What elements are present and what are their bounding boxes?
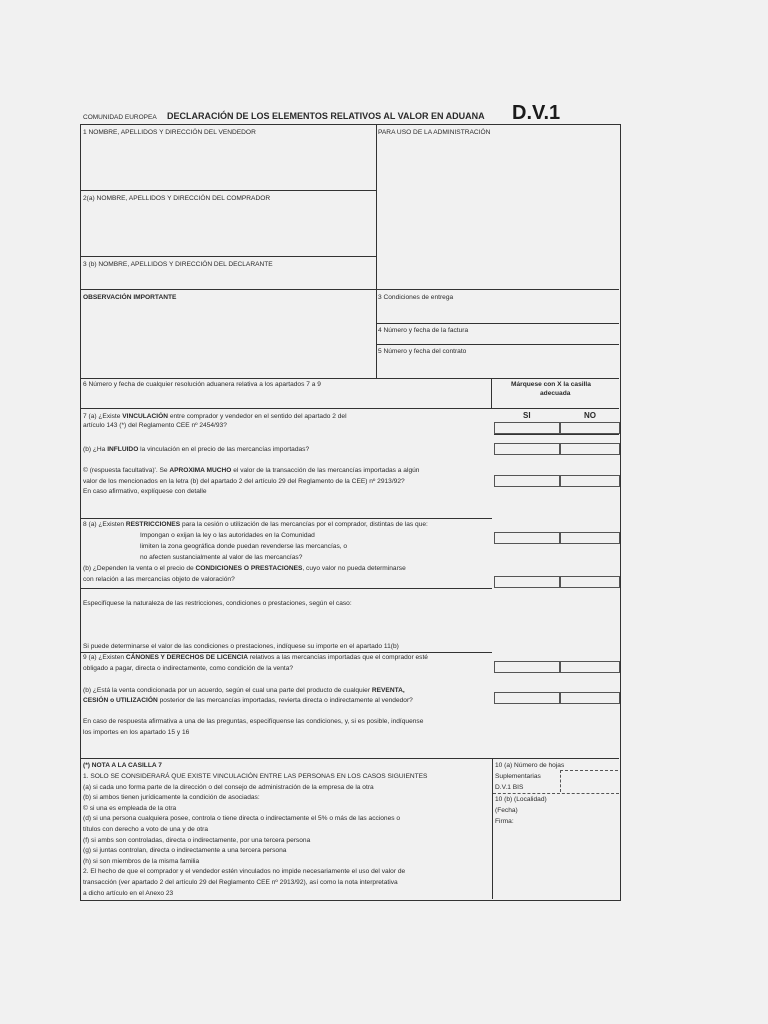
- declarant-label: 3 (b) NOMBRE, APELLIDOS Y DIRECCIÓN DEL DECLARANTE: [83, 261, 273, 268]
- q9a-no-checkbox[interactable]: [559, 661, 620, 673]
- q7b-text: (b) ¿Ha INFLUIDO la vinculación en el precio de las mercancías importadas?: [83, 446, 310, 453]
- footnote-line: títulos con derecho a voto de una y de otra: [83, 826, 208, 833]
- footnote-line: 2. El hecho de que el comprador y el vendedor estén vinculados no impide necesariamente el uso del valor de: [83, 868, 406, 876]
- footnote-line: (g) si juntas controlan, directa o indirectamente a una tercera persona: [83, 847, 287, 855]
- divider: [494, 434, 619, 435]
- q8a-item-2: limiten la zona geográfica donde puedan revenderse las mercancías, o: [140, 543, 348, 550]
- q7a-text: 7 (a) ¿Existe VINCULACIÓN entre comprador y vendedor en el sentido del apartado 2 del: [83, 413, 347, 420]
- q7c-text-3: En caso afirmativo, explíquese con detalle: [83, 488, 207, 495]
- divider: [376, 125, 377, 378]
- divider: [492, 758, 493, 899]
- seller-label: 1 NOMBRE, APELLIDOS Y DIRECCIÓN DEL VENDEDOR: [83, 129, 256, 136]
- form-code: D.V.1: [512, 102, 561, 124]
- q8b-text: (b) ¿Dependen la venta o el precio de CONDICIONES O PRESTACIONES, cuyo valor no pueda determinarse: [83, 565, 406, 572]
- footnote-line: (d) si una persona cualquiera posee, controla o tiene directa o indirectamente el 5% o más de las acciones o: [83, 815, 401, 823]
- q8-specify-text: Especifíquese la naturaleza de las restricciones, condiciones o prestaciones, según el caso:: [83, 600, 352, 607]
- q9b-text-2: CESIÓN o UTILIZACIÓN posterior de las mercancías importadas, revierta directa o indirectamente al vendedor?: [83, 697, 413, 704]
- q7b-no-checkbox[interactable]: [559, 443, 620, 455]
- q8b-no-checkbox[interactable]: [559, 576, 620, 588]
- footnote-line: (b) si ambos tienen jurídicamente la condición de asociadas:: [83, 794, 260, 802]
- q7a-text-2: artículo 143 (*) del Reglamento CEE nº 2454/93?: [83, 422, 227, 429]
- divider: [81, 289, 619, 290]
- sheets-label-3: D.V.1 BIS: [495, 784, 524, 791]
- q8a-item-3: no afecten sustancialmente al valor de las mercancías?: [140, 554, 303, 561]
- q7c-no-checkbox[interactable]: [559, 475, 620, 487]
- q7b-yes-checkbox[interactable]: [494, 443, 561, 455]
- q7a-no-checkbox[interactable]: [559, 422, 620, 434]
- q8a-yes-checkbox[interactable]: [494, 532, 561, 544]
- footnote-title: (*) NOTA A LA CASILLA 7: [83, 762, 162, 769]
- q7c-yes-checkbox[interactable]: [494, 475, 561, 487]
- mark-instruction: Márquese con X la casilla: [511, 381, 591, 388]
- footnote-line: a dicho artículo en el Anexo 23: [83, 889, 174, 897]
- admin-label: PARA USO DE LA ADMINISTRACIÓN: [378, 129, 491, 136]
- divider: [81, 378, 619, 379]
- q7c-text: © (respuesta facultativa)'. Se APROXIMA MUCHO el valor de la transacción de las mercancías importadas a algún: [83, 467, 420, 474]
- contract-label: 5 Número y fecha del contrato: [378, 348, 467, 355]
- q7c-text-2: valor de los mencionados en la letra (b) del apartado 2 del artículo 29 del Reglamento de la CEE) nº 2913/92?: [83, 478, 405, 485]
- q8-amount-text: Si puede determinarse el valor de las condiciones o prestaciones, indíquese su importe en el apartado 11(b): [83, 643, 399, 650]
- divider: [81, 588, 492, 589]
- sheets-label: 10 (a) Número de hojas: [495, 762, 565, 769]
- divider: [81, 190, 376, 191]
- q9a-text: 9 (a) ¿Existen CÁNONES Y DERECHOS DE LICENCIA relativos a las mercancías importadas que el comprador esté: [83, 654, 428, 661]
- q9-note-1: En caso de respuesta afirmativa a una de las preguntas, especifíquense las condiciones, y, si es posible, indíquense: [83, 718, 424, 725]
- q9b-no-checkbox[interactable]: [559, 692, 620, 704]
- invoice-label: 4 Número y fecha de la factura: [378, 327, 469, 334]
- footnote-line: (a) si cada uno forma parte de la dirección o del consejo de administración de la empresa de la otra: [83, 783, 374, 791]
- divider: [376, 323, 619, 324]
- divider: [81, 652, 492, 653]
- q9b-text: (b) ¿Está la venta condicionada por un acuerdo, según el cual una parte del producto de cualquier REVENTA,: [83, 687, 405, 694]
- q8b-yes-checkbox[interactable]: [494, 576, 561, 588]
- footnote-line: © si una es empleada de la otra: [83, 804, 177, 812]
- q9a-text-2: obligado a pagar, directa o indirectamente, como condición de la venta?: [83, 665, 294, 672]
- divider: [81, 758, 619, 759]
- date-label: (Fecha): [495, 807, 518, 814]
- q8a-no-checkbox[interactable]: [559, 532, 620, 544]
- place-label: 10 (b) (Localidad): [495, 796, 547, 803]
- signature-label: Firma:: [495, 818, 514, 825]
- q8a-item-1: Impongan o exijan la ley o las autoridades en la Comunidad: [140, 532, 315, 539]
- sheets-field-edge: [560, 770, 561, 792]
- divider: [491, 378, 492, 408]
- no-header: NO: [584, 411, 596, 420]
- footnote-line: (h) si son miembros de la misma familia: [83, 857, 200, 865]
- observation-label: OBSERVACIÓN IMPORTANTE: [83, 294, 177, 301]
- q9b-yes-checkbox[interactable]: [494, 692, 561, 704]
- q8a-text: 8 (a) ¿Existen RESTRICCIONES para la cesión o utilización de las mercancías por el comprador, distintas de las que:: [83, 521, 428, 528]
- resolution-label: 6 Número y fecha de cualquier resolución aduanera relativa a los apartados 7 a 9: [83, 381, 321, 388]
- q9-note-2: los importes en los apartado 15 y 16: [83, 729, 190, 736]
- community-label: COMUNIDAD EUROPEA: [83, 114, 157, 121]
- delivery-label: 3 Condiciones de entrega: [378, 294, 454, 301]
- sheets-label-2: Suplementarias: [495, 773, 541, 780]
- footnote-line: 1. SOLO SE CONSIDERARÁ QUE EXISTE VINCULACIÓN ENTRE LAS PERSONAS EN LOS CASOS SIGUIENTES: [83, 773, 428, 780]
- q9a-yes-checkbox[interactable]: [494, 661, 561, 673]
- divider: [81, 518, 492, 519]
- yes-header: SI: [523, 411, 531, 420]
- mark-instruction-2: adecuada: [540, 390, 571, 397]
- buyer-label: 2(a) NOMBRE, APELLIDOS Y DIRECCIÓN DEL COMPRADOR: [83, 195, 271, 202]
- q7a-yes-checkbox[interactable]: [494, 422, 561, 434]
- divider: [493, 793, 619, 794]
- sheets-field[interactable]: [560, 770, 618, 771]
- footnote-line: transacción (ver apartado 2 del artículo 29 del Reglamento CEE nº 2913/92), así como la nota interpretativa: [83, 879, 398, 886]
- divider: [81, 408, 619, 409]
- divider: [81, 256, 376, 257]
- q8b-text-2: con relación a las mercancías objeto de valoración?: [83, 576, 235, 583]
- footnote-line: (f) si ambs son controladas, directa o indirectamente, por una tercera persona: [83, 836, 311, 844]
- form-title: DECLARACIÓN DE LOS ELEMENTOS RELATIVOS AL VALOR EN ADUANA: [167, 111, 485, 121]
- divider: [376, 344, 619, 345]
